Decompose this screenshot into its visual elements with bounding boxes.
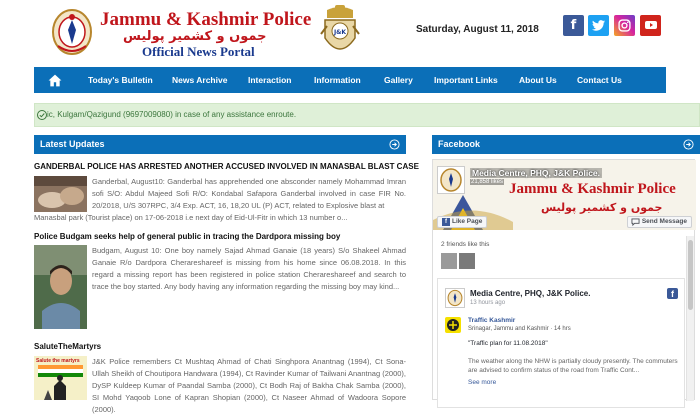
traffic-sign-icon <box>445 317 461 333</box>
fb-post-body: The weather along the NHW is partially cloudy presently. The commuters are advised to confirm status of the road from Traffic Cont... <box>468 358 678 374</box>
check-circle-icon <box>37 110 47 120</box>
news-title-1[interactable]: GANDERBAL POLICE HAS ARRESTED ANOTHER ACCUSED INVOLVED IN MANASBAL BLAST CASE <box>34 162 419 171</box>
fb-like-page-label: Like Page <box>452 218 483 225</box>
police-logo-icon[interactable] <box>50 6 94 56</box>
fb-post-quote: "Traffic plan for 11.08.2018" <box>468 340 548 347</box>
latest-updates-title: Latest Updates <box>40 139 105 149</box>
arrow-right-circle-icon[interactable] <box>389 139 400 150</box>
fb-cover-title: Jammu & Kashmir Police <box>509 181 676 197</box>
nav-home[interactable] <box>34 67 76 93</box>
instagram-icon[interactable] <box>614 15 635 36</box>
news-body-3: J&K Police remembers Ct Mushtaq Ahmad of Chati Singhpora Anantnag (1994), Ct Sona-Ullah Sheikh of Choutipora Handwara (1994), Ct Ravinder Kumar of Tailwani Anantnag (2000), DySP Kuldeep Kumar of Paandal Samba (2000), Ct Bodh Raj of Bakha Chak Samba (2000), SI Mohd Yaqoob Lone of Kapran Shopian (2000), Ct Naseer Ahmad of Wadoora Sopore (2000). <box>92 357 406 414</box>
fb-page-name[interactable]: Media Centre, PHQ, J&K Police. <box>472 168 601 178</box>
site-header <box>0 0 700 66</box>
emblem-text: J&K <box>333 29 347 36</box>
news-body-1: Ganderbal, August10: Ganderbal has apprehended one absconder namely Mohammad Imran sofi S/O: Abdul Majeed Sofi R/O: Kondabal Safapora Ganderbal involved in case FIR No. 20/2018, U/S 307RPC, 3/4 Exp. ACT, 16, 18,20 UL (P) ACT, related to Explosive blast at <box>92 177 406 210</box>
fb-see-more-link[interactable]: See more <box>468 379 497 386</box>
home-icon <box>48 74 62 87</box>
fb-post-author[interactable]: Media Centre, PHQ, J&K Police. <box>470 289 591 298</box>
fb-scrollbar[interactable] <box>686 236 694 401</box>
facebook-panel-title: Facebook <box>438 139 481 149</box>
fb-scrollbar-thumb[interactable] <box>688 240 693 310</box>
nav-about-us[interactable]: About Us <box>519 75 557 85</box>
fb-cover-image[interactable] <box>433 160 696 230</box>
fb-cover-urdu: جموں و کشمیر پولیس <box>541 201 663 214</box>
news-body-1-continued: Manasbal park (Tourist place) on 17-06-2018 i.e next day of Eid-Ul-Fitr in which 13 number o... <box>34 213 348 222</box>
site-title[interactable]: Jammu & Kashmir Police <box>100 9 312 30</box>
site-subtitle: Official News Portal <box>142 44 255 59</box>
fb-shared-page-name[interactable]: Traffic Kashmir <box>468 317 516 324</box>
police-logo-icon <box>446 289 464 307</box>
twitter-icon[interactable] <box>588 15 609 36</box>
alert-ticker <box>34 103 700 127</box>
news-thumb-2[interactable] <box>34 245 87 329</box>
nav-information[interactable]: Information <box>314 75 361 85</box>
youtube-icon[interactable] <box>640 15 661 36</box>
facebook-page-widget <box>432 159 695 400</box>
nav-todays-bulletin[interactable]: Today's Bulletin <box>88 75 153 85</box>
nav-gallery[interactable]: Gallery <box>384 75 413 85</box>
nav-interaction[interactable]: Interaction <box>248 75 292 85</box>
news-title-3[interactable]: SaluteTheMartyrs <box>34 342 102 351</box>
fb-like-page-button[interactable] <box>437 216 487 228</box>
fb-shared-meta: Srinagar, Jammu and Kashmir · 14 hrs <box>468 326 571 332</box>
fb-send-message-label: Send Message <box>641 218 687 225</box>
fb-post-card <box>437 278 685 408</box>
salute-martyrs-icon <box>34 356 87 400</box>
fb-post-avatar[interactable] <box>445 288 465 308</box>
fb-profile-picture[interactable] <box>437 166 465 194</box>
current-date: Saturday, August 11, 2018 <box>416 24 539 35</box>
fb-like-count: 21,858 likes <box>471 179 504 185</box>
fb-send-message-button[interactable] <box>627 216 692 228</box>
facebook-panel-header <box>432 135 700 154</box>
news-title-2[interactable]: Police Budgam seeks help of general public in tracing the Dardpora missing boy <box>34 232 341 241</box>
traffic-kashmir-avatar[interactable] <box>445 317 461 333</box>
news-thumb-1[interactable] <box>34 176 87 212</box>
fb-friends-text: 2 friends like this <box>441 241 490 248</box>
latest-updates-header <box>34 135 406 154</box>
nav-news-archive[interactable]: News Archive <box>172 75 228 85</box>
main-navbar <box>34 67 666 93</box>
ticker-text[interactable]: ic, Kulgam/Qazigund (9697009080) in case of any assistance enroute. <box>47 110 297 119</box>
salute-martyrs-thumb-text: Salute the martyrs <box>36 358 80 364</box>
news-thumb-3[interactable] <box>34 356 87 400</box>
nav-important-links[interactable]: Important Links <box>434 75 498 85</box>
friend-avatar[interactable] <box>441 253 457 269</box>
facebook-icon[interactable]: f <box>667 288 678 299</box>
site-title-urdu: جموں و کشمیر پولیس <box>123 29 267 44</box>
facebook-icon[interactable]: f <box>563 15 584 36</box>
missing-boy-photo-icon <box>34 245 87 329</box>
arrow-right-circle-icon[interactable] <box>683 139 694 150</box>
message-icon <box>631 218 640 226</box>
fb-post-time[interactable]: 13 hours ago <box>470 300 506 306</box>
nav-contact-us[interactable]: Contact Us <box>577 75 622 85</box>
state-emblem-icon <box>319 4 361 62</box>
facebook-icon: f <box>442 218 450 226</box>
news-photo-icon <box>34 176 87 212</box>
news-body-2: Budgam, August 10: One boy namely Sajad Ahmad Ganaie (18 years) S/o Shakeel Ahmad Ganaie R/o Dardpora Cherareshareef is missing from his home since 06.08.2018. In this regard a missing report has been registered in police station Cherareshareef and search to trace the boy started. Any body having any information regarding the missing boy may kind... <box>92 246 406 291</box>
police-logo-icon <box>438 167 464 193</box>
friend-avatar[interactable] <box>459 253 475 269</box>
